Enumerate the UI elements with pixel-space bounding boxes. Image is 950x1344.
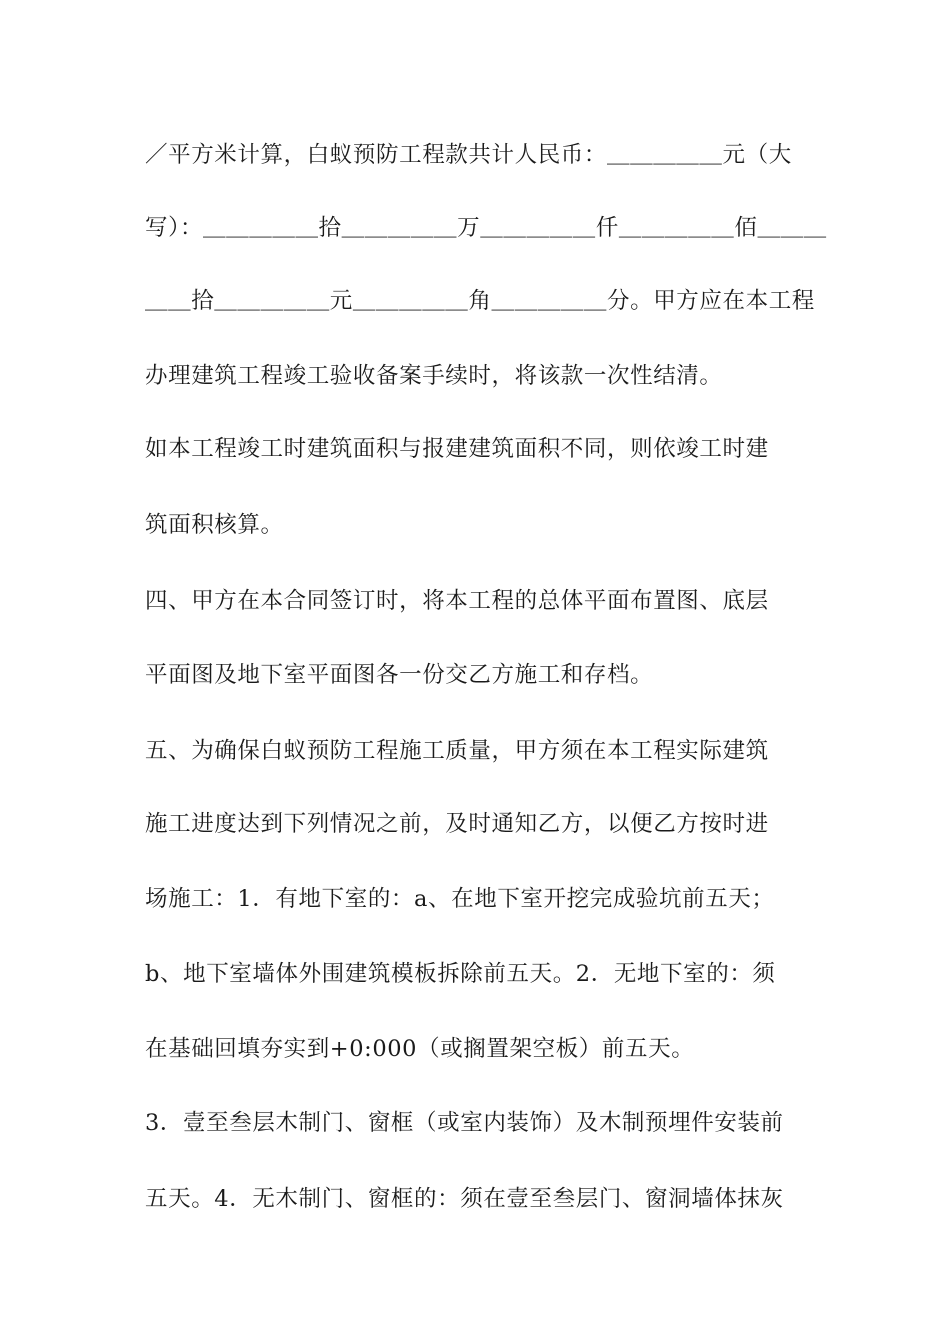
text-line: 在基础回填夯实到+0:000（或搁置架空板）前五天。 — [145, 1036, 695, 1062]
text-line: b、地下室墙体外围建筑模板拆除前五天。2．无地下室的：须 — [145, 961, 776, 987]
text-line: 筑面积核算。 — [145, 512, 284, 538]
text-line: 施工进度达到下列情况之前，及时通知乙方，以便乙方按时进 — [145, 811, 769, 837]
text-line: 办理建筑工程竣工验收备案手续时，将该款一次性结清。 — [145, 363, 723, 389]
text-line: 四、甲方在本合同签订时，将本工程的总体平面布置图、底层 — [145, 588, 769, 614]
text-line: 平面图及地下室平面图各一份交乙方施工和存档。 — [145, 662, 654, 688]
text-line: 如本工程竣工时建筑面积与报建建筑面积不同，则依竣工时建 — [145, 436, 769, 462]
text-line: 五天。4．无木制门、窗框的：须在壹至叁层门、窗洞墙体抹灰 — [145, 1186, 784, 1212]
text-line: 写）：＿＿＿＿＿拾＿＿＿＿＿万＿＿＿＿＿仟＿＿＿＿＿佰＿＿＿ — [145, 215, 827, 241]
text-line: 五、为确保白蚁预防工程施工质量，甲方须在本工程实际建筑 — [145, 738, 769, 764]
text-line: ／平方米计算，白蚁预防工程款共计人民币：＿＿＿＿＿元（大 — [145, 142, 792, 168]
text-line: ＿＿拾＿＿＿＿＿元＿＿＿＿＿角＿＿＿＿＿分。甲方应在本工程 — [145, 288, 815, 314]
text-line: 3．壹至叁层木制门、窗框（或室内装饰）及木制预埋件安装前 — [145, 1110, 784, 1136]
text-line: 场施工：1．有地下室的：a、在地下室开挖完成验坑前五天； — [145, 886, 775, 912]
